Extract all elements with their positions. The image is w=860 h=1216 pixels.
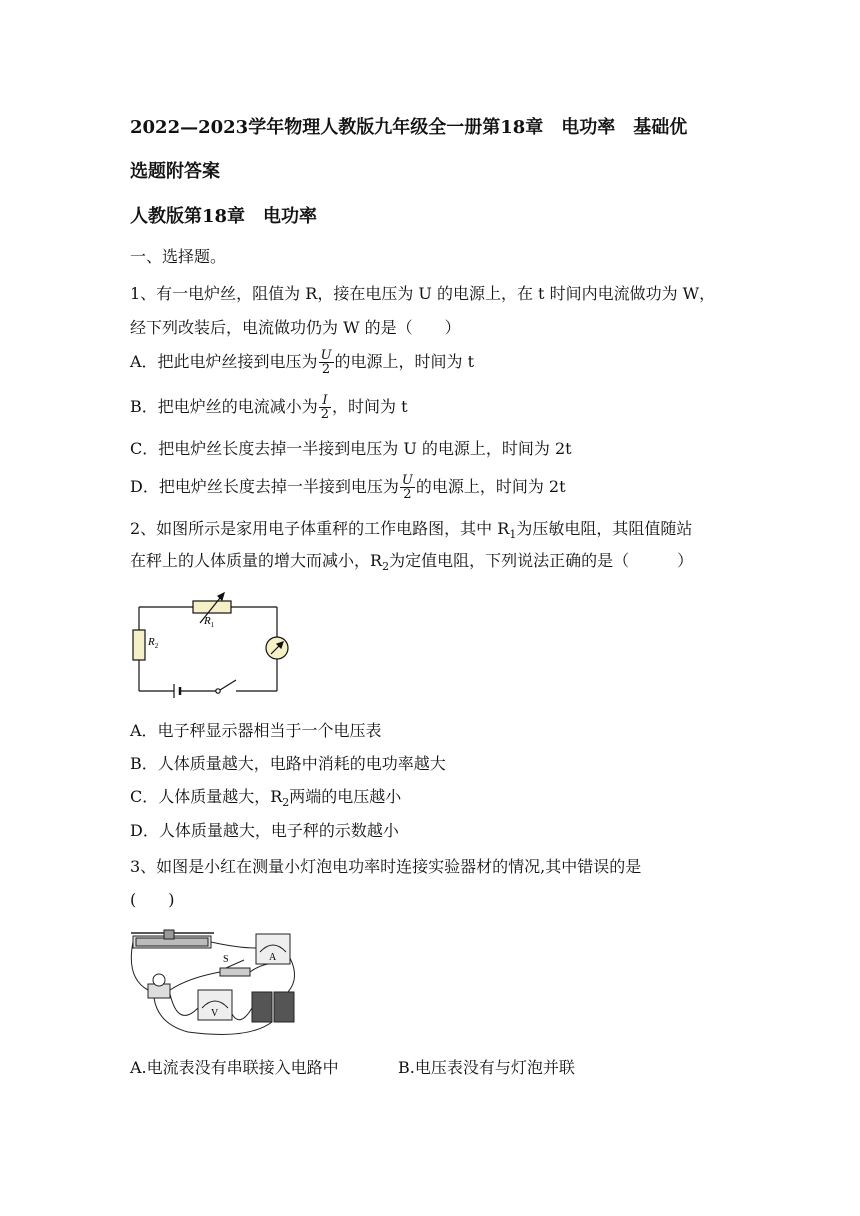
q2-option-d: D．人体质量越大，电子秤的示数越小 <box>130 821 399 840</box>
doc-title-line2: 选题附答案 <box>130 161 220 182</box>
q1-option-a: A．把此电炉丝接到电压为 $\frac{U}{2}$ 的电源上，时间为 t <box>130 348 475 377</box>
switch-label: S <box>223 954 229 965</box>
q2-option-a: A．电子秤显示器相当于一个电压表 <box>130 721 382 740</box>
q2-stem-line2: 在秤上的人体质量的增大而减小，$R_2$为定值电阻，下列说法正确的是（ ） <box>130 551 694 574</box>
voltmeter-label: V <box>211 1008 219 1019</box>
fraction-i-over-2: $\frac{I}{2}$ <box>320 393 330 422</box>
part-heading: 一、选择题。 <box>130 247 227 266</box>
q1-stem-line1: 1、有一电炉丝，阻值为 R，接在电压为 U 的电源上，在 t 时间内电流做功为 W， <box>130 284 716 303</box>
q2-option-b: B．人体质量越大，电路中消耗的电功率越大 <box>130 754 446 773</box>
section-heading: 人教版第18章 电功率 <box>130 206 318 227</box>
q1-option-c: C．把电炉丝长度去掉一半接到电压为 U 的电源上，时间为 2t <box>130 439 572 458</box>
q3-option-b: B.电压表没有与灯泡并联 <box>398 1058 575 1077</box>
r1-label: $R_1$ <box>204 615 215 629</box>
q2-stem-line1: 2、如图所示是家用电子体重秤的工作电路图，其中 $R_1$为压敏电阻，其阻值随站 <box>130 519 693 542</box>
q3-stem-line2: ( ) <box>130 890 175 909</box>
fraction-u-over-2: $\frac{U}{2}$ <box>320 348 332 377</box>
doc-title-line1: 2022—2023学年物理人教版九年级全一册第18章 电功率 基础优 <box>130 117 688 138</box>
q1-option-d: D．把电炉丝长度去掉一半接到电压为 $\frac{U}{2}$ 的电源上，时间为 2t <box>130 473 566 502</box>
r2-label: $R_2$ <box>148 636 159 650</box>
fraction-u-over-2: $\frac{U}{2}$ <box>401 473 413 502</box>
q2-option-c: C．人体质量越大，$R_2$两端的电压越小 <box>130 787 402 810</box>
ammeter-label: A <box>269 952 277 963</box>
circuit-diagram <box>128 590 293 702</box>
q3-option-a: A.电流表没有串联接入电路中 <box>130 1058 339 1077</box>
experiment-apparatus-figure <box>128 928 306 1040</box>
q3-stem-line1: 3、如图是小红在测量小灯泡电功率时连接实验器材的情况,其中错误的是 <box>130 857 642 876</box>
q1-option-b: B．把电炉丝的电流减小为 $\frac{I}{2}$ ，时间为 t <box>130 393 408 422</box>
q1-stem-line2: 经下列改装后，电流做功仍为 W 的是（ ） <box>130 318 461 337</box>
